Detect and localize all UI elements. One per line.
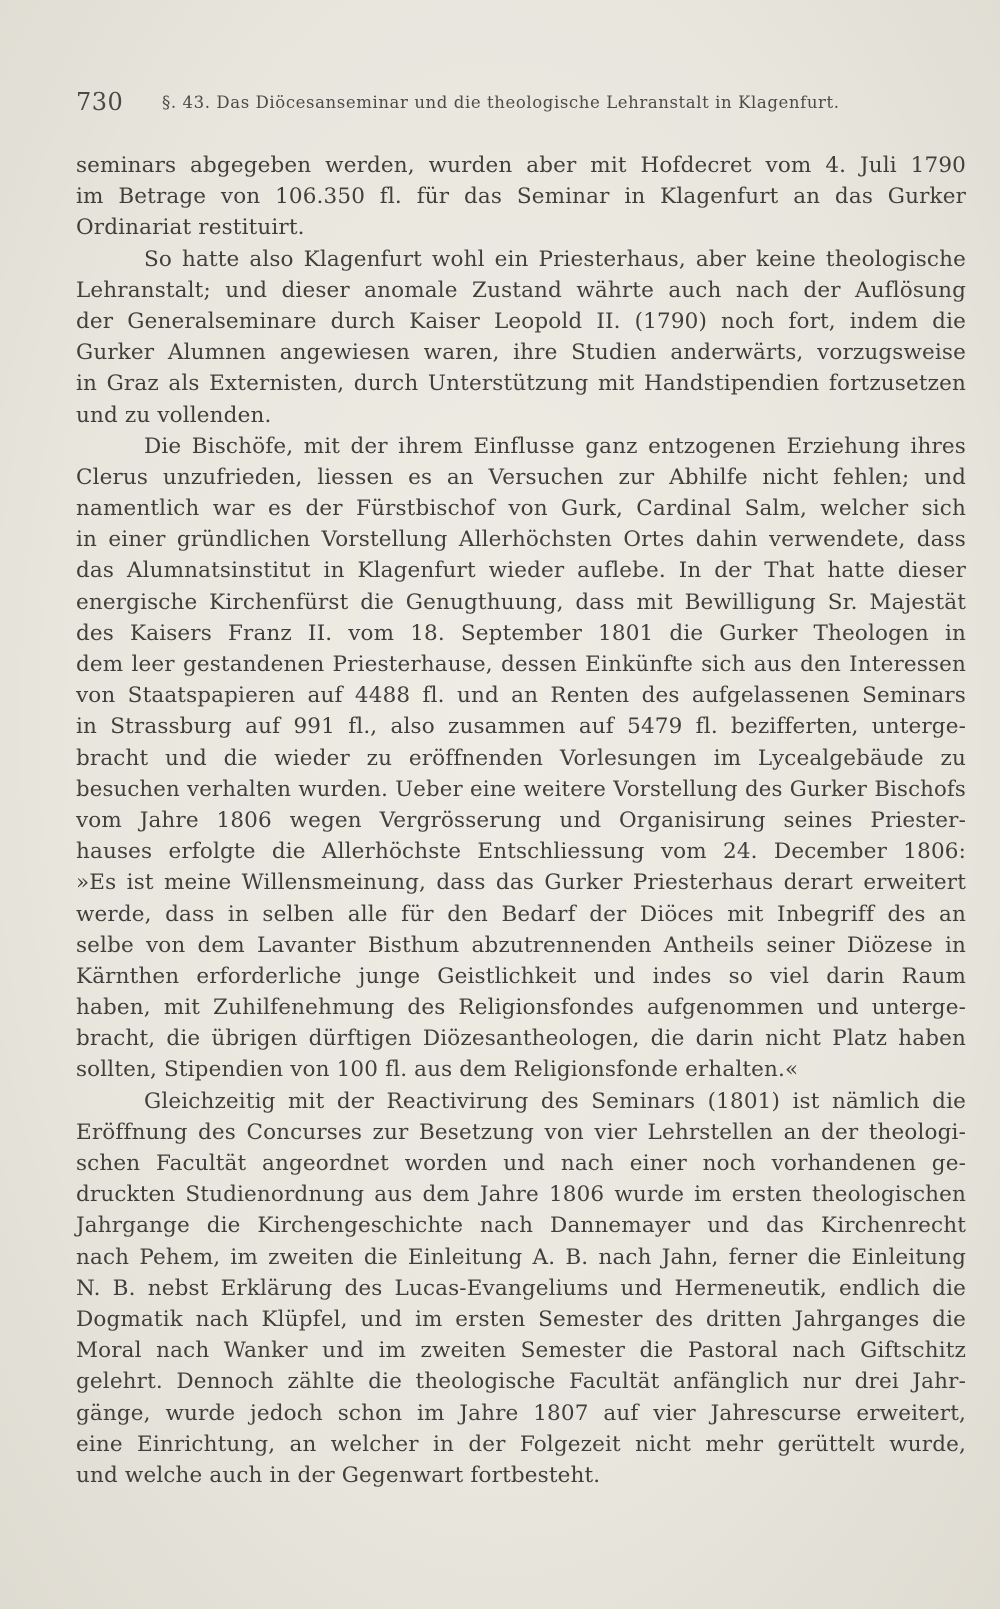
text-line: selbe von dem Lavanter Bisthum abzutrennenden Antheils seiner Diözese in — [76, 932, 966, 958]
page-number: 730 — [76, 88, 124, 116]
text-line: in Strassburg auf 991 fl., also zusammen auf 5479 fl. bezifferten, unterge- — [76, 714, 966, 740]
text-line: nach Pehem, im zweiten die Einleitung A. B. nach Jahn, ferner die Einleitung — [76, 1244, 966, 1270]
text-line: »Es ist meine Willensmeinung, dass das Gurker Priesterhaus derart erweitert — [76, 870, 966, 896]
paragraph — [76, 244, 966, 431]
text-line: Eröffnung des Concurses zur Besetzung von vier Lehrstellen an der theologi- — [76, 1119, 966, 1145]
text-line: Kärnthen erforderliche junge Geistlichkeit und indes so viel darin Raum — [76, 963, 966, 989]
running-head: §. 43. Das Diöcesanseminar und die theologische Lehranstalt in Klagenfurt. — [162, 93, 840, 112]
paragraph — [76, 1086, 966, 1491]
paragraph — [76, 431, 966, 1086]
text-line: Lehranstalt; und dieser anomale Zustand währte auch nach der Auflösung — [76, 277, 966, 303]
text-line: in einer gründlichen Vorstellung Allerhöchsten Ortes dahin verwendete, dass — [76, 527, 966, 553]
text-line: von Staatspapieren auf 4488 fl. und an Renten des aufgelassenen Seminars — [76, 683, 966, 709]
text-line: seminars abgegeben werden, wurden aber mit Hofdecret vom 4. Juli 1790 — [76, 153, 966, 178]
text-line: Gurker Alumnen angewiesen waren, ihre Studien anderwärts, vorzugsweise — [76, 340, 966, 366]
text-line: in Graz als Externisten, durch Unterstützung mit Handstipendien fortzusetzen — [76, 371, 966, 397]
text-line: besuchen verhalten wurden. Ueber eine weitere Vorstellung des Gurker Bischofs — [76, 776, 966, 802]
page-header — [76, 88, 896, 124]
text-line: eine Einrichtung, an welcher in der Folgezeit nicht mehr gerüttelt wurde, — [76, 1431, 966, 1457]
text-line: hauses erfolgte die Allerhöchste Entschliessung vom 24. December 1806: — [76, 839, 966, 865]
paragraph — [76, 150, 966, 244]
text-line: energische Kirchenfürst die Genugthuung, dass mit Bewilligung Sr. Majestät — [76, 589, 966, 615]
text-line: Clerus unzufrieden, liessen es an Versuchen zur Abhilfe nicht fehlen; und — [76, 464, 966, 490]
text-line: schen Facultät angeordnet worden und nach einer noch vorhandenen ge- — [76, 1151, 966, 1176]
text-line: Gleichzeitig mit der Reactivirung des Seminars (1801) ist nämlich die — [144, 1088, 966, 1114]
text-line: und welche auch in der Gegenwart fortbesteht. — [76, 1462, 601, 1488]
text-line: werde, dass in selben alle für den Bedarf der Diöces mit Inbegriff des an — [76, 901, 966, 927]
text-line: im Betrage von 106.350 fl. für das Seminar in Klagenfurt an das Gurker — [76, 184, 966, 210]
text-line: gänge, wurde jedoch schon im Jahre 1807 auf vier Jahrescurse erweitert, — [76, 1400, 966, 1426]
text-line: des Kaisers Franz II. vom 18. September 1801 die Gurker Theologen in — [76, 620, 966, 646]
text-line: dem leer gestandenen Priesterhause, dessen Einkünfte sich aus den Interessen — [76, 652, 966, 677]
text-line: der Generalseminare durch Kaiser Leopold II. (1790) noch fort, indem die — [76, 308, 966, 334]
text-line: gelehrt. Dennoch zählte die theologische Facultät anfänglich nur drei Jahr- — [76, 1369, 966, 1395]
text-line: N. B. nebst Erklärung des Lucas-Evangeliums und Hermeneutik, endlich die — [76, 1275, 966, 1301]
text-line: druckten Studienordnung aus dem Jahre 1806 wurde im ersten theologischen — [76, 1182, 966, 1208]
text-line: bracht und die wieder zu eröffnenden Vorlesungen im Lycealgebäude zu — [76, 745, 966, 771]
text-line: So hatte also Klagenfurt wohl ein Priesterhaus, aber keine theologische — [144, 246, 966, 272]
text-line: Die Bischöfe, mit der ihrem Einflusse ganz entzogenen Erziehung ihres — [144, 433, 966, 459]
text-line: haben, mit Zuhilfenehmung des Religionsfondes aufgenommen und unterge- — [76, 995, 966, 1021]
text-line: Dogmatik nach Klüpfel, und im ersten Semester des dritten Jahrganges die — [76, 1306, 966, 1332]
text-line: Jahrgange die Kirchengeschichte nach Dannemayer und das Kirchenrecht — [76, 1213, 966, 1239]
text-line: vom Jahre 1806 wegen Vergrösserung und Organisirung seines Priester- — [76, 807, 966, 833]
text-line: bracht, die übrigen dürftigen Diözesantheologen, die darin nicht Platz haben — [76, 1026, 966, 1052]
text-line: Moral nach Wanker und im zweiten Semester die Pastoral nach Giftschitz — [76, 1338, 966, 1364]
text-line: und zu vollenden. — [76, 402, 272, 428]
text-line: Ordinariat restituirt. — [76, 215, 305, 241]
body-text — [76, 150, 966, 1491]
text-line: namentlich war es der Fürstbischof von Gurk, Cardinal Salm, welcher sich — [76, 496, 966, 522]
text-line: sollten, Stipendien von 100 fl. aus dem Religionsfonde erhalten.« — [76, 1057, 799, 1083]
text-line: das Alumnatsinstitut in Klagenfurt wieder auflebe. In der That hatte dieser — [76, 558, 966, 584]
